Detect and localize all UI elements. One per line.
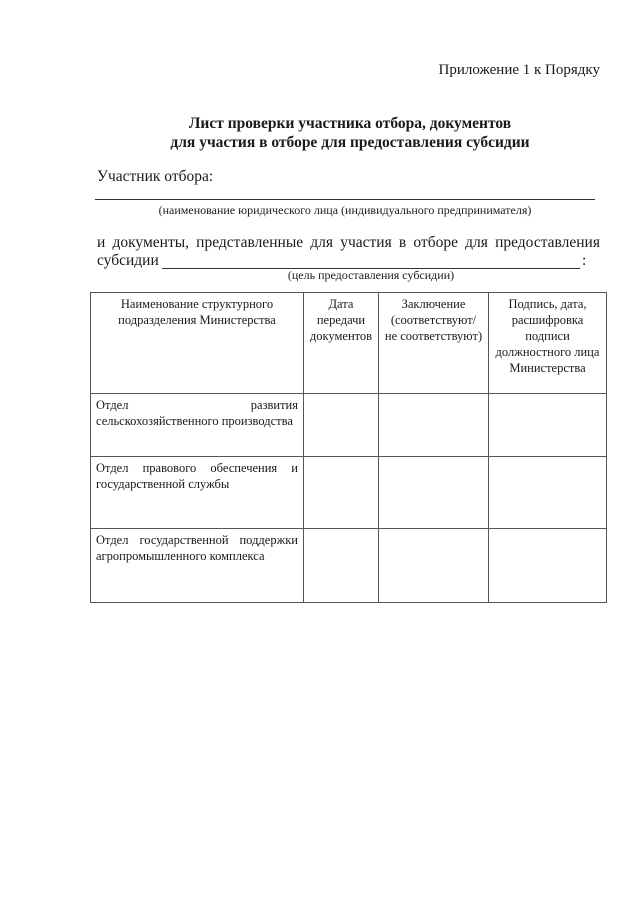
department-name: Отдел государственной поддержки агропромышленного комплекса (91, 529, 304, 603)
header-signature: Подпись, дата, расшифровка подписи должностного лица Министерства (489, 293, 607, 394)
table-row (91, 457, 607, 529)
participant-caption: (наименование юридического лица (индивидуального предпринимателя) (158, 203, 532, 217)
table-row (91, 529, 607, 603)
header-date: Дата передачи документов (304, 293, 379, 394)
signature-cell (489, 457, 607, 529)
conclusion-cell (379, 529, 489, 603)
signature-cell (489, 394, 607, 457)
table-row (91, 394, 607, 457)
conclusion-cell (379, 394, 489, 457)
subsidy-word: субсидии (97, 252, 159, 269)
date-cell (304, 529, 379, 603)
participant-label: Участник отбора: (97, 168, 214, 185)
document-title-line-2: для участия в отборе для предоставления субсидии (170, 134, 530, 151)
department-name: Отдел правового обеспечения и государственной службы (91, 457, 304, 529)
participant-fill-line (95, 199, 595, 200)
check-table (90, 292, 607, 603)
documents-line: и документы, представленные для участия в отборе для предоставления (97, 234, 600, 251)
appendix-reference: Приложение 1 к Порядку (438, 62, 600, 78)
header-conclusion: Заключение (соответствуют/ не соответствуют) (379, 293, 489, 394)
subsidy-colon: : (582, 252, 587, 269)
signature-cell (489, 529, 607, 603)
conclusion-cell (379, 457, 489, 529)
table-header-row (91, 293, 607, 394)
document-title-line-1: Лист проверки участника отбора, документов (188, 115, 512, 132)
header-department: Наименование структурного подразделения Министерства (91, 293, 304, 394)
subsidy-caption: (цель предоставления субсидии) (287, 268, 455, 282)
date-cell (304, 457, 379, 529)
date-cell (304, 394, 379, 457)
department-name: Отдел развития сельскохозяйственного производства (91, 394, 304, 457)
